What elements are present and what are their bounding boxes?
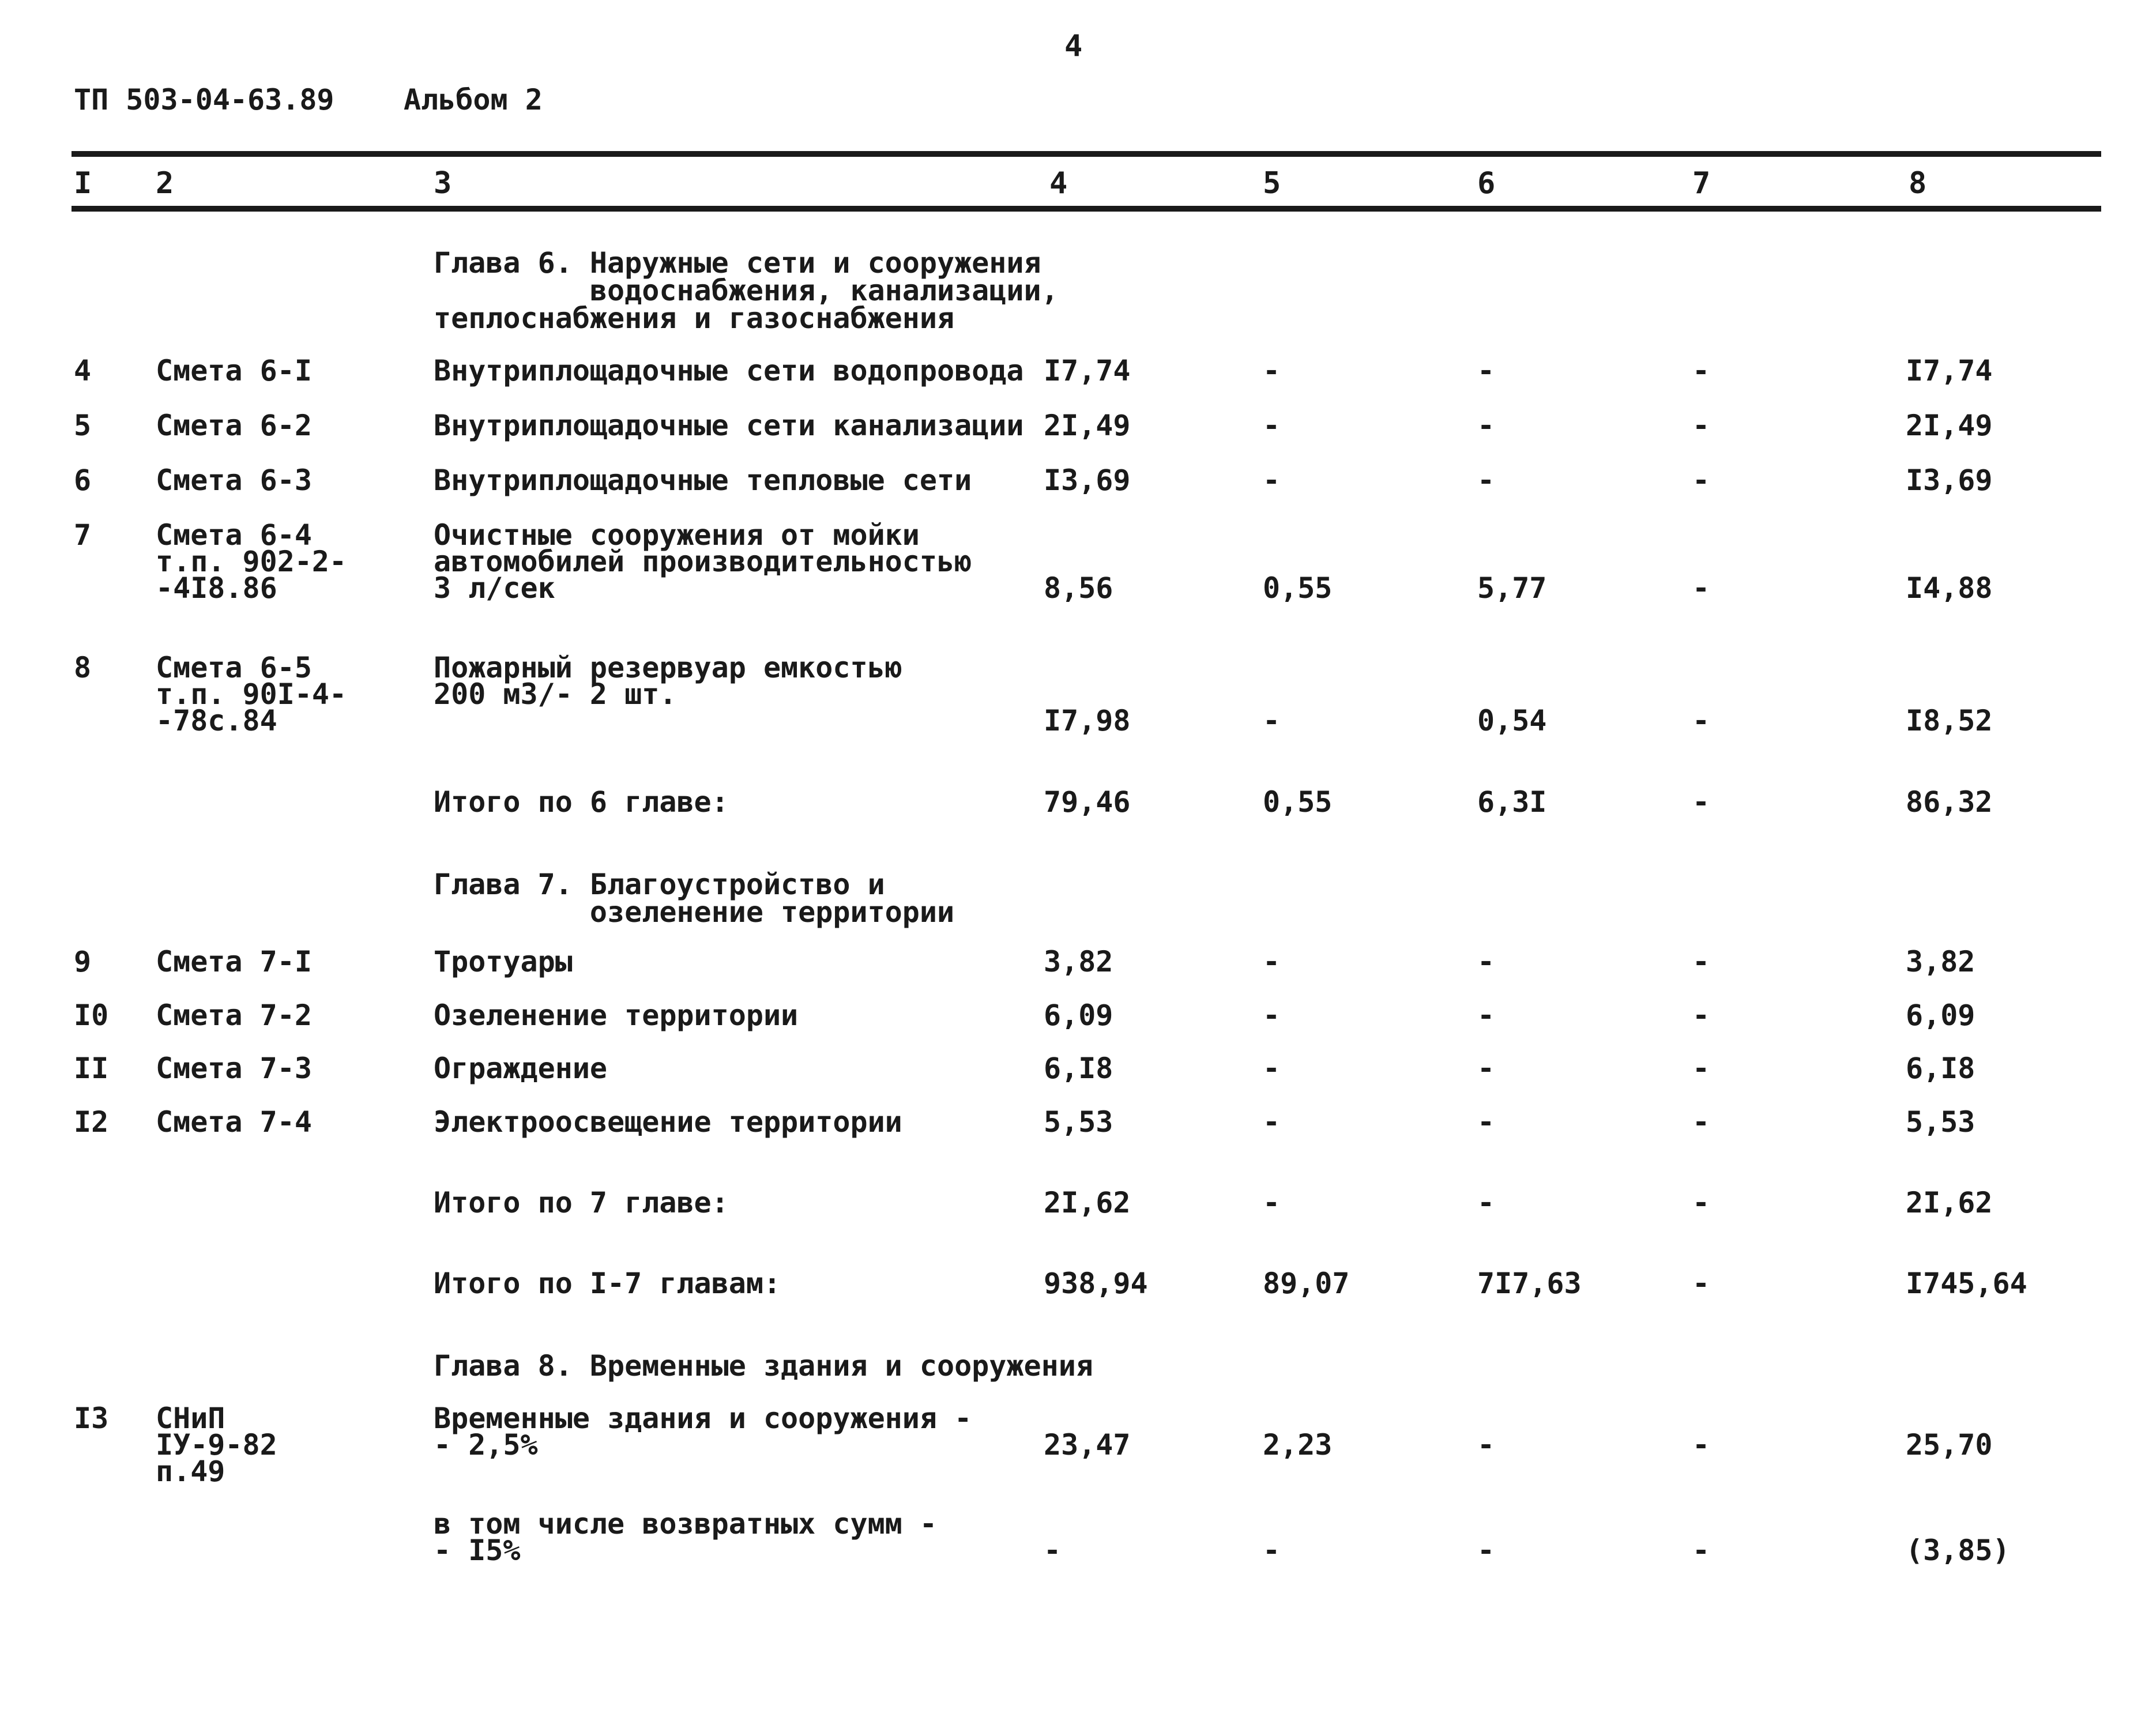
total-label: Итого по I-7 главам:	[434, 1267, 781, 1300]
total-col-6: 7I7,63	[1477, 1267, 1582, 1300]
total-col-8: 86,32	[1906, 785, 1993, 819]
value-col-5: -	[1263, 409, 1281, 442]
total-col-7: -	[1692, 785, 1710, 819]
value-col-8: 2I,49	[1906, 409, 1993, 442]
value-col-5: -	[1263, 704, 1281, 737]
total-col-4: 79,46	[1044, 785, 1131, 819]
chapter-6-heading: Глава 6. Наружные сети и сооружения водоснабжения, канализации, теплоснабжения и газоснабжения	[434, 246, 1059, 335]
row-number: 4	[74, 354, 92, 387]
value-col-6: -	[1477, 464, 1495, 497]
value-col-4: I7,74	[1044, 354, 1131, 387]
estimate-ref: Смета 6-5 т.п. 90I-4- -78с.84	[156, 651, 347, 737]
value-col-8: I4,88	[1906, 571, 1993, 605]
value-col-7: -	[1692, 945, 1710, 978]
row-number: 6	[74, 464, 92, 497]
row-number: 5	[74, 409, 92, 442]
value-col-8: I8,52	[1906, 704, 1993, 737]
total-col-4: 2I,62	[1044, 1186, 1131, 1219]
estimate-ref: Смета 7-4	[156, 1105, 312, 1139]
value-col-4: 23,47	[1044, 1428, 1131, 1462]
document-code: ТП 503-04-63.89	[74, 83, 334, 116]
value-col-8: 3,82	[1906, 945, 1975, 978]
column-header-4: 4	[1049, 166, 1068, 201]
value-col-5: -	[1263, 1105, 1281, 1139]
value-col-8: 6,I8	[1906, 1052, 1975, 1085]
row-number: I3	[74, 1402, 109, 1435]
value-col-4: -	[1044, 1534, 1062, 1567]
value-col-8: I3,69	[1906, 464, 1993, 497]
item-name: Озеленение территории	[434, 999, 799, 1032]
column-header-5: 5	[1263, 166, 1281, 201]
value-col-8: 6,09	[1906, 999, 1975, 1032]
total-label: Итого по 7 главе:	[434, 1186, 729, 1219]
total-col-7: -	[1692, 1186, 1710, 1219]
total-col-5: -	[1263, 1186, 1281, 1219]
value-col-6: -	[1477, 1105, 1495, 1139]
value-col-4: 8,56	[1044, 571, 1113, 605]
row-number: 8	[74, 651, 92, 684]
row-number: 9	[74, 945, 92, 978]
value-col-7: -	[1692, 1105, 1710, 1139]
estimate-ref: Смета 7-2	[156, 999, 312, 1032]
item-name: Внутриплощадочные сети канализации	[434, 409, 1024, 442]
chapter-7-heading: Глава 7. Благоустройство и озеленение территории	[434, 868, 955, 929]
album-label: Альбом 2	[404, 83, 543, 116]
value-col-6: -	[1477, 1428, 1495, 1462]
value-col-7: -	[1692, 464, 1710, 497]
value-col-6: 0,54	[1477, 704, 1547, 737]
value-col-4: 3,82	[1044, 945, 1113, 978]
value-col-8: 5,53	[1906, 1105, 1975, 1139]
estimate-ref: СНиП IУ-9-82 п.49	[156, 1402, 277, 1488]
value-col-4: I3,69	[1044, 464, 1131, 497]
estimate-ref: Смета 7-3	[156, 1052, 312, 1085]
total-col-7: -	[1692, 1267, 1710, 1300]
value-col-7: -	[1692, 999, 1710, 1032]
row-number: I0	[74, 999, 109, 1032]
total-col-5: 89,07	[1263, 1267, 1350, 1300]
value-col-6: 5,77	[1477, 571, 1547, 605]
header-top-rule	[72, 151, 2101, 157]
total-col-6: 6,3I	[1477, 785, 1547, 819]
item-name: в том числе возвратных сумм - - I5%	[434, 1507, 937, 1567]
value-col-5: -	[1263, 354, 1281, 387]
row-number: II	[74, 1052, 109, 1085]
value-col-6: -	[1477, 945, 1495, 978]
total-label: Итого по 6 главе:	[434, 785, 729, 819]
value-col-7: -	[1692, 1534, 1710, 1567]
item-name: Внутриплощадочные тепловые сети	[434, 464, 972, 497]
value-col-5: 2,23	[1263, 1428, 1333, 1462]
total-col-5: 0,55	[1263, 785, 1333, 819]
row-number: 7	[74, 518, 92, 552]
row-number: I2	[74, 1105, 109, 1139]
page-number: 4	[1064, 29, 1083, 63]
value-col-4: 6,I8	[1044, 1052, 1113, 1085]
value-col-5: 0,55	[1263, 571, 1333, 605]
value-col-8: 25,70	[1906, 1428, 1993, 1462]
value-col-6: -	[1477, 409, 1495, 442]
item-name: Внутриплощадочные сети водопровода	[434, 354, 1024, 387]
total-col-4: 938,94	[1044, 1267, 1148, 1300]
value-col-8: (3,85)	[1906, 1534, 2010, 1567]
value-col-8: I7,74	[1906, 354, 1993, 387]
column-header-7: 7	[1692, 166, 1711, 201]
estimate-ref: Смета 6-I	[156, 354, 312, 387]
value-col-5: -	[1263, 464, 1281, 497]
value-col-4: I7,98	[1044, 704, 1131, 737]
column-header-2: 2	[156, 166, 174, 201]
column-header-1: I	[74, 166, 92, 201]
value-col-6: -	[1477, 999, 1495, 1032]
column-header-8: 8	[1909, 166, 1927, 201]
value-col-7: -	[1692, 704, 1710, 737]
value-col-7: -	[1692, 354, 1710, 387]
total-col-6: -	[1477, 1186, 1495, 1219]
estimate-ref: Смета 7-I	[156, 945, 312, 978]
value-col-5: -	[1263, 1052, 1281, 1085]
total-col-8: I745,64	[1906, 1267, 2027, 1300]
column-header-3: 3	[434, 166, 452, 201]
estimate-ref: Смета 6-3	[156, 464, 312, 497]
item-name: Временные здания и сооружения - - 2,5%	[434, 1402, 972, 1462]
item-name: Электроосвещение территории	[434, 1105, 902, 1139]
column-header-6: 6	[1477, 166, 1496, 201]
value-col-6: -	[1477, 1534, 1495, 1567]
item-name: Тротуары	[434, 945, 573, 978]
value-col-6: -	[1477, 354, 1495, 387]
item-name: Очистные сооружения от мойки автомобилей производительностью 3 л/сек	[434, 518, 972, 605]
value-col-4: 6,09	[1044, 999, 1113, 1032]
value-col-4: 2I,49	[1044, 409, 1131, 442]
item-name: Пожарный резервуар емкостью 200 м3/- 2 шт.	[434, 651, 902, 711]
value-col-7: -	[1692, 409, 1710, 442]
value-col-5: -	[1263, 1534, 1281, 1567]
item-name: Ограждение	[434, 1052, 608, 1085]
chapter-8-heading: Глава 8. Временные здания и сооружения	[434, 1349, 1093, 1383]
value-col-6: -	[1477, 1052, 1495, 1085]
value-col-7: -	[1692, 1428, 1710, 1462]
header-bottom-rule	[72, 206, 2101, 212]
value-col-4: 5,53	[1044, 1105, 1113, 1139]
estimate-ref: Смета 6-2	[156, 409, 312, 442]
value-col-7: -	[1692, 571, 1710, 605]
value-col-7: -	[1692, 1052, 1710, 1085]
value-col-5: -	[1263, 945, 1281, 978]
value-col-5: -	[1263, 999, 1281, 1032]
estimate-ref: Смета 6-4 т.п. 902-2- -4I8.86	[156, 518, 347, 605]
total-col-8: 2I,62	[1906, 1186, 1993, 1219]
